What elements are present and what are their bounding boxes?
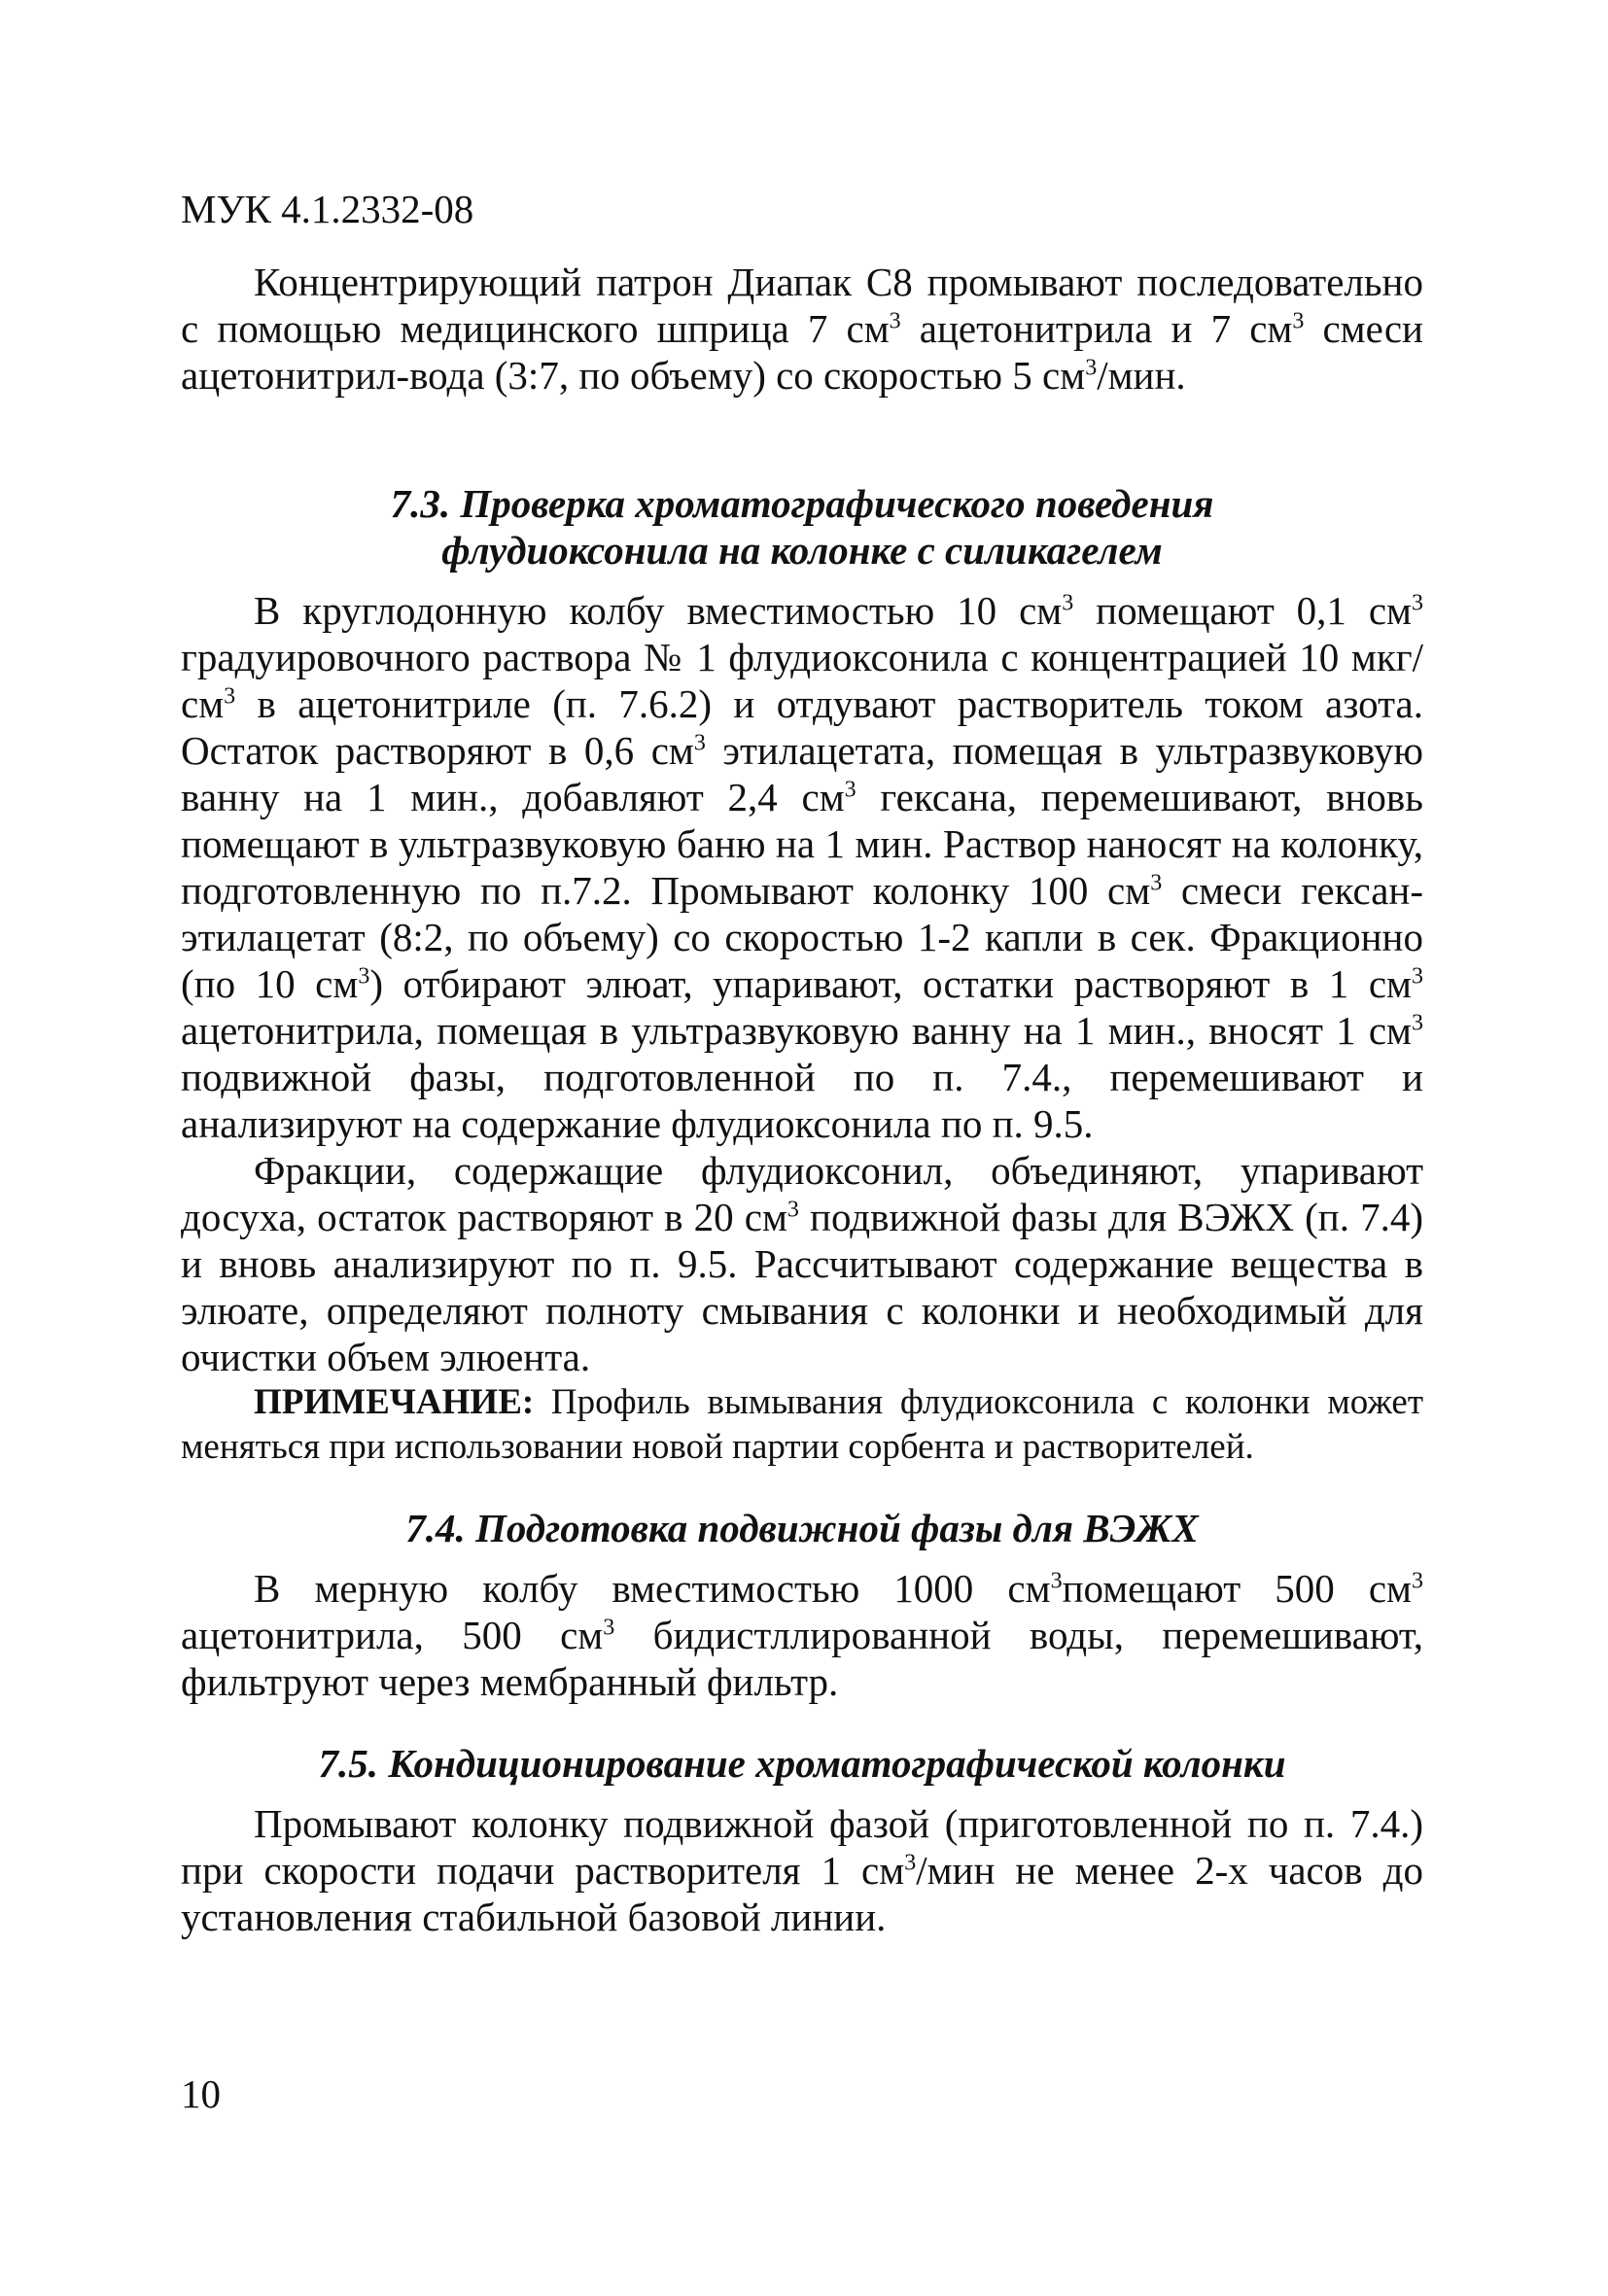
superscript: 3 [1412,963,1423,990]
document-page [181,185,1423,1940]
section-7-5-paragraph: Промывают колонку подвижной фазой (приготовленной по п. 7.4.) при скорости подачи растворителя 1 $см^3$/мин не менее 2-х часов до установления стабильной базовой линии. [181,1801,1423,1939]
note-label: ПРИМЕЧАНИЕ: [254,1382,535,1422]
section-7-4-title: 7.4. Подготовка подвижной фазы для ВЭЖХ [405,1506,1199,1550]
document-code: МУК 4.1.2332-08 [181,187,474,231]
superscript: 3 [904,1850,917,1876]
section-7-4-paragraph: В мерную колбу вместимостью 1000 $см^3помещают$ 500 $см^3$ ацетонитрила, 500 $см^3$ бидистллированной воды, перемешивают, фильтруют через мембранный фильтр. [181,1566,1423,1704]
page-number: 10 [181,2071,221,2116]
section-7-3-title-line1: 7.3. Проверка хроматографического поведения [390,481,1214,526]
superscript: 3 [693,730,706,756]
superscript: 3 [1412,1568,1423,1594]
superscript: 3 [1412,1010,1423,1036]
superscript: 3 [1062,590,1074,616]
intro-paragraph: Концентрирующий патрон Диапак С8 промывают последовательно с помощью медицинского шприца 7 $см^3$ ацетонитрила и 7 $см^3$ смеси ацетонитрил-вода (3:7, по объему) со скоростью 5 $см^3$/мин. [181,260,1423,398]
superscript: 3 [889,308,901,334]
superscript: 3 [1085,355,1098,381]
superscript: 3 [844,777,856,803]
section-7-3-note: ПРИМЕЧАНИЕ: Профиль вымывания флудиоксонила с колонки может меняться при использовании новой партии сорбента и растворителей. [181,1382,1423,1467]
superscript: 3 [1050,1568,1063,1594]
section-7-3-paragraph-1: В круглодонную колбу вместимостью 10 $см^3$ помещают 0,1 $см^3$ градуировочного раствора № 1 флудиоксонила с концентрацией 10 мкг/$см^3$ в ацетонитриле (п. 7.6.2) и отдувают растворитель током азота. Остаток растворяют в 0,6 $см^3$ этилацетата, помещая в ультразвуковую ванну на 1 мин., добавляют 2,4 $см^3$ гексана, перемешивают, вновь помещают в ультразвуковую баню на 1 мин. Раствор наносят на колонку, подготовленную по п.7.2. Промывают колонку 100 $см^3$ смеси гексан-этилацетат (8:2, по объему) со скоростью 1-2 капли в сек. Фракционно (по 10 $см^3$) отбирают элюат, упаривают, остатки растворяют в 1 $см^3$ ацетонитрила, помещая в ультразвуковую ванну на 1 мин., вносят 1 $см^3$ подвижной фазы, подготовленной по п. 7.4., перемешивают и анализируют на содержание флудиоксонила по п. 9.5. [181,588,1423,1146]
superscript: 3 [1150,870,1163,896]
superscript: 3 [603,1615,615,1641]
superscript: 3 [1292,308,1305,334]
section-7-3-paragraph-2: Фракции, содержащие флудиоксонил, объединяют, упаривают досуха, остаток растворяют в 20 $см^3$ подвижной фазы для ВЭЖХ (п. 7.4) и вновь анализируют по п. 9.5. Рассчитывают содержание вещества в элюате, определяют полноту смывания с колонки и необходимый для очистки объем элюента. [181,1148,1423,1379]
superscript: 3 [224,683,236,710]
superscript: 3 [358,963,370,990]
section-7-5-title: 7.5. Кондиционирование хроматографической колонки [318,1741,1286,1786]
section-7-3-title-line2: флудиоксонила на колонке с силикагелем [441,528,1163,573]
superscript: 3 [787,1197,799,1223]
superscript: 3 [1411,590,1423,616]
